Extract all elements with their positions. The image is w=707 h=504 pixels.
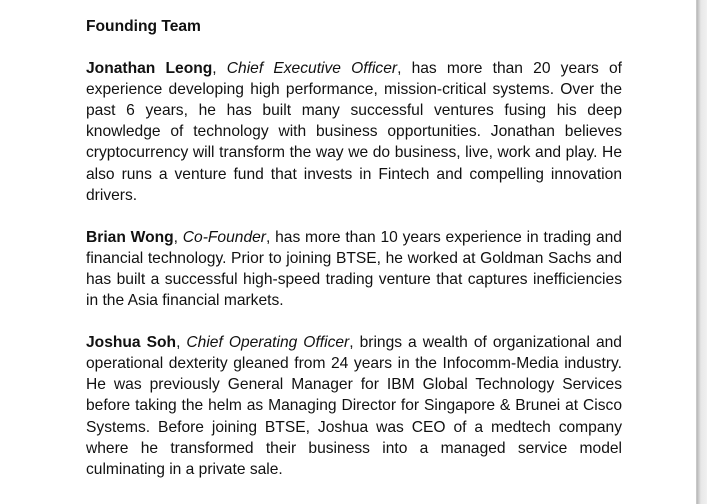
page-edge-shadow [697,0,707,504]
member-role: Chief Executive Officer [226,60,398,78]
member-bio-paragraph [86,227,622,311]
member-name: Joshua Soh [86,334,177,352]
section-heading: Founding Team [86,18,201,35]
member-role: Co-Founder [182,228,266,246]
name-role-separator: , [173,228,183,246]
member-role: Chief Operating Officer [186,334,350,352]
member-bio-text: , brings a wealth of organizational and operational dexterity gleaned from 24 years in the Infocomm-Media industry. He was previously General Manager for IBM Global Technology Services before taking the helm as Managing Director for Singapore & Brunei at Cisco Systems. Before joining BTSE, Joshua was CEO of a medtech company where he transformed their business into a managed service model culminating in a private sale. [86,334,622,478]
member-bio-paragraph [86,58,622,206]
document-content [86,16,622,501]
member-bio-text: , has more than 20 years of experience developing high performance, mission-critical systems. Over the past 6 years, he has built many successful ventures fusing his deep knowledge of technology with business opportunities. Jonathan believes cryptocurrency will transform the way we do business, live, work and play. He also runs a venture fund that invests in Fintech and compelling innovation drivers. [86,60,622,204]
name-role-separator: , [176,334,187,352]
member-bio-paragraph [86,332,622,480]
name-role-separator: , [212,60,227,78]
member-bio-text: , has more than 10 years experience in trading and financial technology. Prior to joining BTSE, he worked at Goldman Sachs and has built a successful high-speed trading venture that captures inefficiencies in the Asia financial markets. [86,228,622,310]
member-name: Brian Wong [86,228,174,246]
member-name: Jonathan Leong [86,60,213,78]
